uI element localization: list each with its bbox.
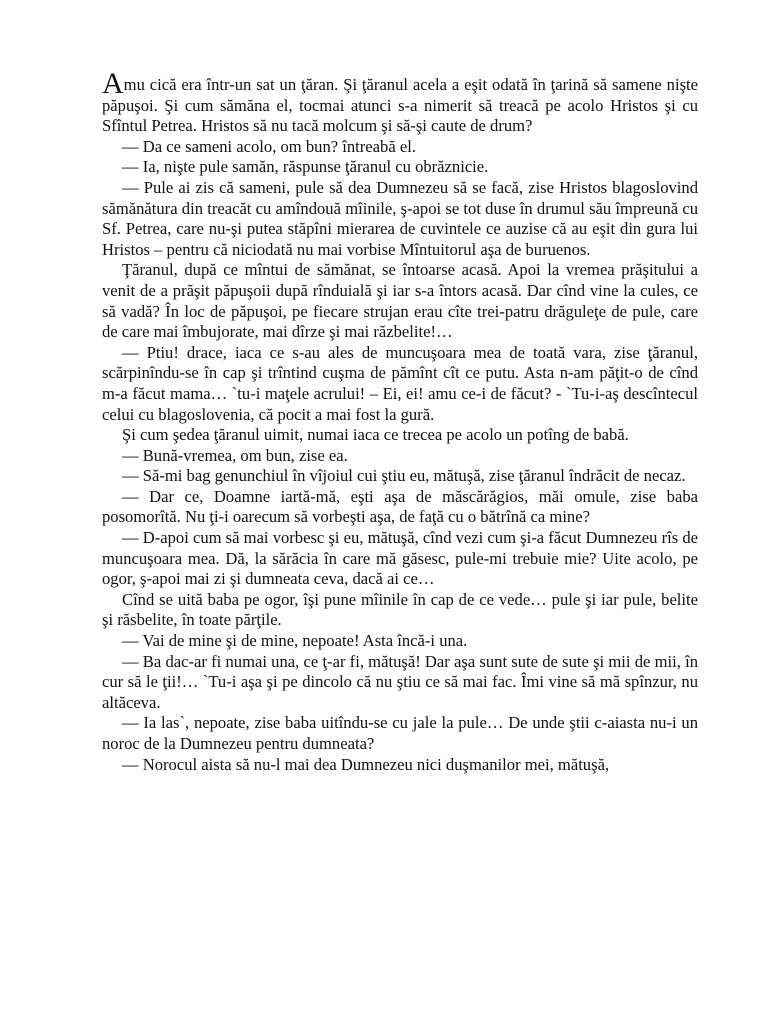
paragraph-3: — Ia, nişte pule samăn, răspunse ţăranul cu obrăznicie. bbox=[122, 157, 489, 177]
paragraph-12: Cînd se uită baba pe ogor, îşi pune mîinile în cap de ce vede… pule şi iar pule, belite şi răsbelite, în toate părţile. bbox=[102, 589, 698, 630]
paragraph-2: — Da ce sameni acolo, om bun? întreabă el. bbox=[122, 136, 416, 156]
paragraph-7: Şi cum şedea ţăranul uimit, numai iaca ce trecea pe acolo un potîng de babă. bbox=[122, 425, 629, 445]
paragraph-8: — Bună-vremea, om bun, zise ea. bbox=[122, 445, 348, 465]
paragraph-6: — Ptiu! drace, iaca ce s-au ales de muncuşoara mea de toată vara, zise ţăranul, scărpinîndu-se în cap şi trîntind cuşma de pămînt cît ce putu. Asta n-am păţit-o de cînd m-a făcut mama… `tu-i maţele acrului! – Ei, ei! amu ce-i de făcut? - `Tu-i-aş descîntecul celui cu blagoslovenia, că pocit a mai fost la gură. bbox=[102, 342, 698, 424]
paragraph-15: — Ia las`, nepoate, zise baba uitîndu-se cu jale la pule… De unde ştii c-aiasta nu-i un noroc de la Dumnezeu pentru dumneata? bbox=[102, 713, 698, 753]
paragraph-13: — Vai de mine şi de mine, nepoate! Asta încă-i una. bbox=[122, 631, 468, 651]
paragraph-9: — Să-mi bag genunchiul în vîjoiul cui ştiu eu, mătuşă, zise ţăranul îndrăcit de necaz. bbox=[122, 466, 686, 486]
paragraph-1 bbox=[102, 67, 698, 137]
paragraph-14: — Ba dac-ar fi numai una, ce ţ-ar fi, mătuşă! Dar aşa sunt sute de sute şi mii de mii, în cur să le ţii!… `Tu-i aşa şi pe dincolo că nu ştiu ce să mai fac. Îmi vine să mă spînzur, nu altăceva. bbox=[102, 651, 698, 712]
paragraph-5: Ţăranul, după ce mîntui de sămănat, se întoarse acasă. Apoi la vremea prăşitului a venit de a prăşit păpuşoii după rînduială şi iar s-a întors acasă. Dar cînd vine la cules, ce să vadă? În loc de păpuşoi, pe fiecare strujan erau cîte trei-patru drăguleţe de pule, care de care mai îmbujorate, mai dîrze şi mai răzbelite!… bbox=[102, 260, 698, 342]
document-page bbox=[102, 67, 698, 775]
paragraph-10: — Dar ce, Doamne iartă-mă, eşti aşa de măscărăgios, măi omule, zise baba posomorîtă. Nu ţi-i oarecum să vorbeşti aşa, de faţă cu o bătrînă ca mine? bbox=[102, 486, 698, 527]
drop-cap: A bbox=[102, 67, 124, 100]
paragraph-1-text: mu cică era într-un sat un ţăran. Şi ţăranul acela a eşit odată în ţarină să samene nişte păpuşoi. Şi cum sămăna el, tocmai atunci s-a nimerit să treacă pe acolo Hristos şi cu Sfîntul Petrea. Hristos să nu tacă molcum şi să-şi caute de drum? bbox=[102, 75, 698, 136]
paragraph-4: — Pule ai zis că sameni, pule să dea Dumnezeu să se facă, zise Hristos blagoslovind sămănătura din treacăt cu amîndouă mîinile, ş-apoi se tot duse în drumul său împreună cu Sf. Petrea, care nu-şi putea stăpîni mierarea de cuvintele ce auzise că au eşit din gura lui Hristos – pentru că niciodată nu mai vorbise Mîntuitorul aşa de buruenos. bbox=[102, 177, 698, 259]
paragraph-11: — D-apoi cum să mai vorbesc şi eu, mătuşă, cînd vezi cum şi-a făcut Dumnezeu rîs de muncuşoara mea. Dă, la sărăcia în care mă găsesc, pule-mi trebuie mie? Uite acolo, pe ogor, ş-apoi mai zi şi dumneata ceva, dacă ai ce… bbox=[102, 528, 698, 589]
paragraph-16: — Norocul aista să nu-l mai dea Dumnezeu nici duşmanilor mei, mătuşă, bbox=[122, 754, 610, 774]
